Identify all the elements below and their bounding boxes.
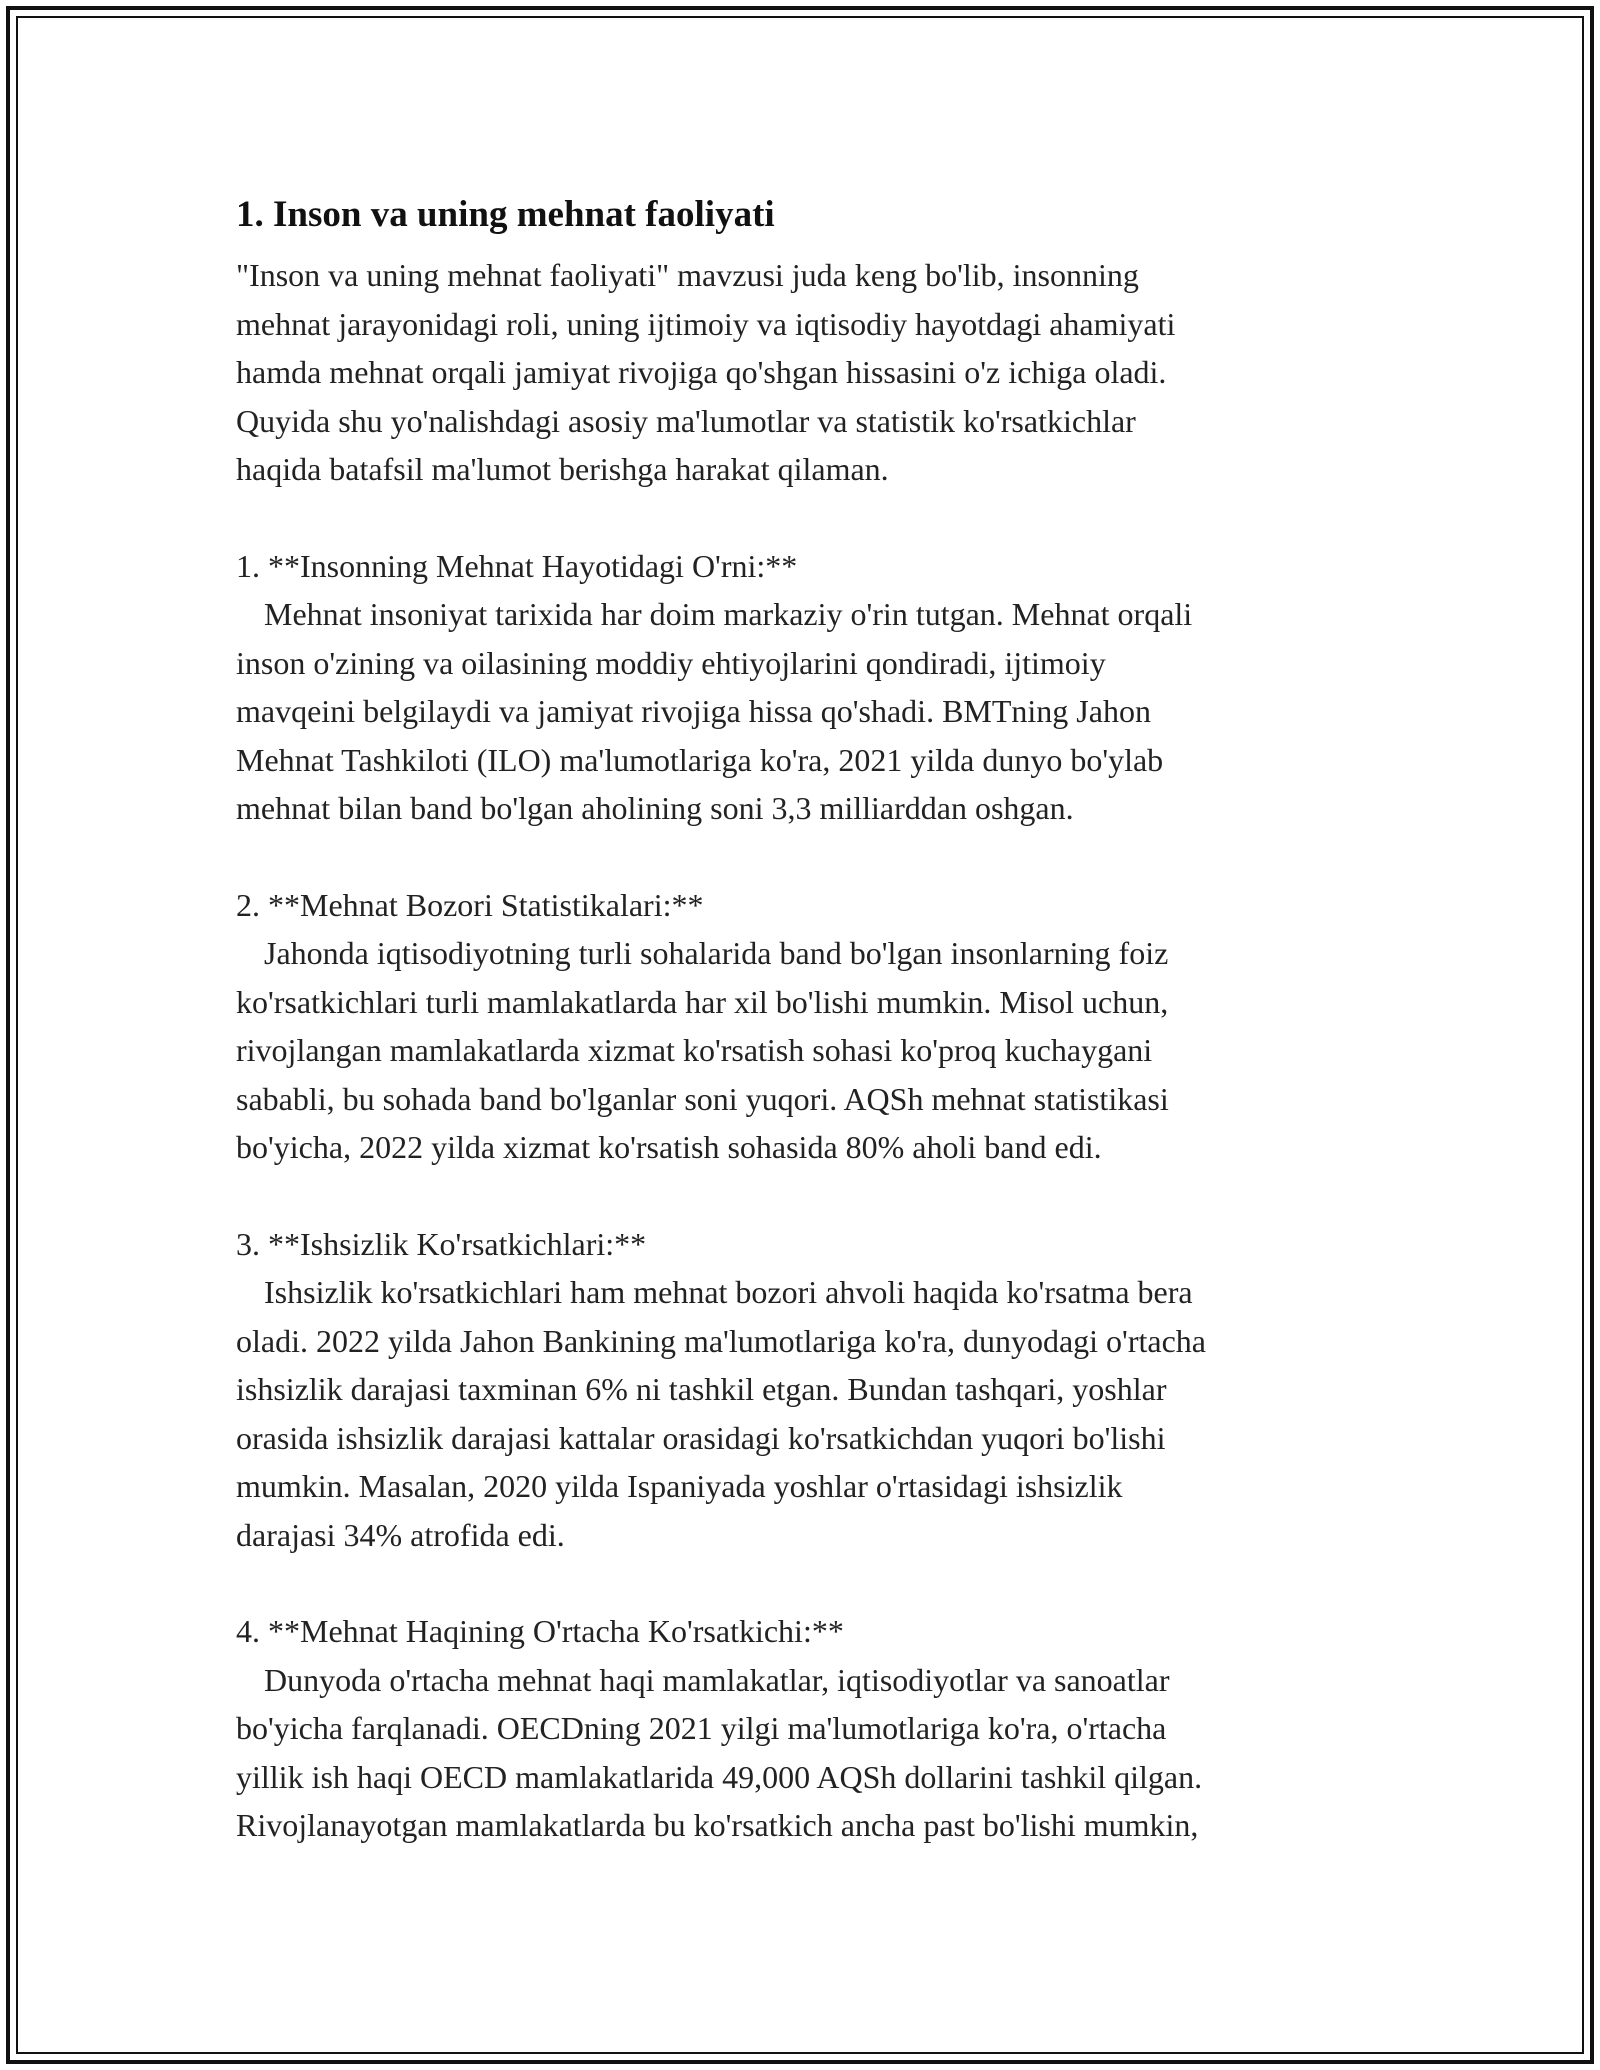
intro-line: hamda mehnat orqali jamiyat rivojiga qo'shgan hissasini o'z ichiga oladi. bbox=[236, 354, 1167, 390]
intro-paragraph bbox=[236, 251, 1376, 494]
paragraph-gap bbox=[236, 1559, 1376, 1607]
section-line: mavqeini belgilaydi va jamiyat rivojiga hissa qo'shadi. BMTning Jahon bbox=[236, 693, 1151, 729]
section-heading: 1. **Insonning Mehnat Hayotidagi O'rni:** bbox=[236, 547, 798, 584]
section-line: Ishsizlik ko'rsatkichlari ham mehnat bozori ahvoli haqida ko'rsatma bera bbox=[264, 1274, 1193, 1310]
section-heading: 3. **Ishsizlik Ko'rsatkichlari:** bbox=[236, 1225, 647, 1262]
section-line: Mehnat Tashkiloti (ILO) ma'lumotlariga ko'ra, 2021 yilda dunyo bo'ylab bbox=[236, 741, 1164, 778]
document-title: 1. Inson va uning mehnat faoliyati bbox=[236, 194, 775, 235]
intro-line: haqida batafsil ma'lumot berishga harakat qilaman. bbox=[236, 451, 889, 487]
section-4 bbox=[236, 1607, 1376, 1850]
section-line: Mehnat insoniyat tarixida har doim markaziy o'rin tutgan. Mehnat orqali bbox=[264, 596, 1193, 632]
section-line: inson o'zining va oilasining moddiy ehtiyojlarini qondiradi, ijtimoiy bbox=[236, 644, 1106, 681]
section-line: oladi. 2022 yilda Jahon Bankining ma'lumotlariga ko'ra, dunyodagi o'rtacha bbox=[236, 1322, 1206, 1359]
section-heading: 4. **Mehnat Haqining O'rtacha Ko'rsatkichi:** bbox=[236, 1613, 844, 1649]
section-line: ko'rsatkichlari turli mamlakatlarda har xil bo'lishi mumkin. Misol uchun, bbox=[236, 983, 1169, 1020]
section-line: bo'yicha, 2022 yilda xizmat ko'rsatish sohasida 80% aholi band edi. bbox=[236, 1129, 1102, 1165]
section-line: orasida ishsizlik darajasi kattalar orasidagi ko'rsatkichdan yuqori bo'lishi bbox=[236, 1419, 1166, 1456]
section-2 bbox=[236, 881, 1376, 1172]
section-line: Jahonda iqtisodiyotning turli sohalarida band bo'lgan insonlarning foiz bbox=[264, 935, 1169, 971]
section-3 bbox=[236, 1220, 1376, 1560]
section-heading: 2. **Mehnat Bozori Statistikalari:** bbox=[236, 886, 704, 923]
intro-line: Quyida shu yo'nalishdagi asosiy ma'lumotlar va statistik ko'rsatkichlar bbox=[236, 402, 1136, 439]
section-1 bbox=[236, 542, 1376, 833]
paragraph-gap bbox=[236, 494, 1376, 542]
section-line: darajasi 34% atrofida edi. bbox=[236, 1516, 565, 1553]
section-line: ishsizlik darajasi taxminan 6% ni tashkil etgan. Bundan tashqari, yoshlar bbox=[236, 1371, 1167, 1407]
intro-line: mehnat jarayonidagi roli, uning ijtimoiy va iqtisodiy hayotdagi ahamiyati bbox=[236, 305, 1176, 342]
intro-line: "Inson va uning mehnat faoliyati" mavzusi juda keng bo'lib, insonning bbox=[236, 257, 1139, 293]
paragraph-gap bbox=[236, 833, 1376, 881]
section-line: mumkin. Masalan, 2020 yilda Ispaniyada yoshlar o'rtasidagi ishsizlik bbox=[236, 1468, 1123, 1504]
section-line: yillik ish haqi OECD mamlakatlarida 49,000 AQSh dollarini tashkil qilgan. bbox=[236, 1758, 1203, 1795]
section-line: Dunyoda o'rtacha mehnat haqi mamlakatlar, iqtisodiyotlar va sanoatlar bbox=[264, 1661, 1170, 1698]
paragraph-gap bbox=[236, 1172, 1376, 1220]
section-line: rivojlangan mamlakatlarda xizmat ko'rsatish sohasi ko'proq kuchaygani bbox=[236, 1032, 1153, 1068]
section-line: sababli, bu sohada band bo'lganlar soni yuqori. AQSh mehnat statistikasi bbox=[236, 1080, 1169, 1117]
section-line: mehnat bilan band bo'lgan aholining soni 3,3 milliarddan oshgan. bbox=[236, 790, 1074, 826]
section-line: Rivojlanayotgan mamlakatlarda bu ko'rsatkich ancha past bo'lishi mumkin, bbox=[236, 1807, 1199, 1843]
document-body bbox=[236, 185, 1376, 1850]
section-line: bo'yicha farqlanadi. OECDning 2021 yilgi ma'lumotlariga ko'ra, o'rtacha bbox=[236, 1710, 1167, 1746]
